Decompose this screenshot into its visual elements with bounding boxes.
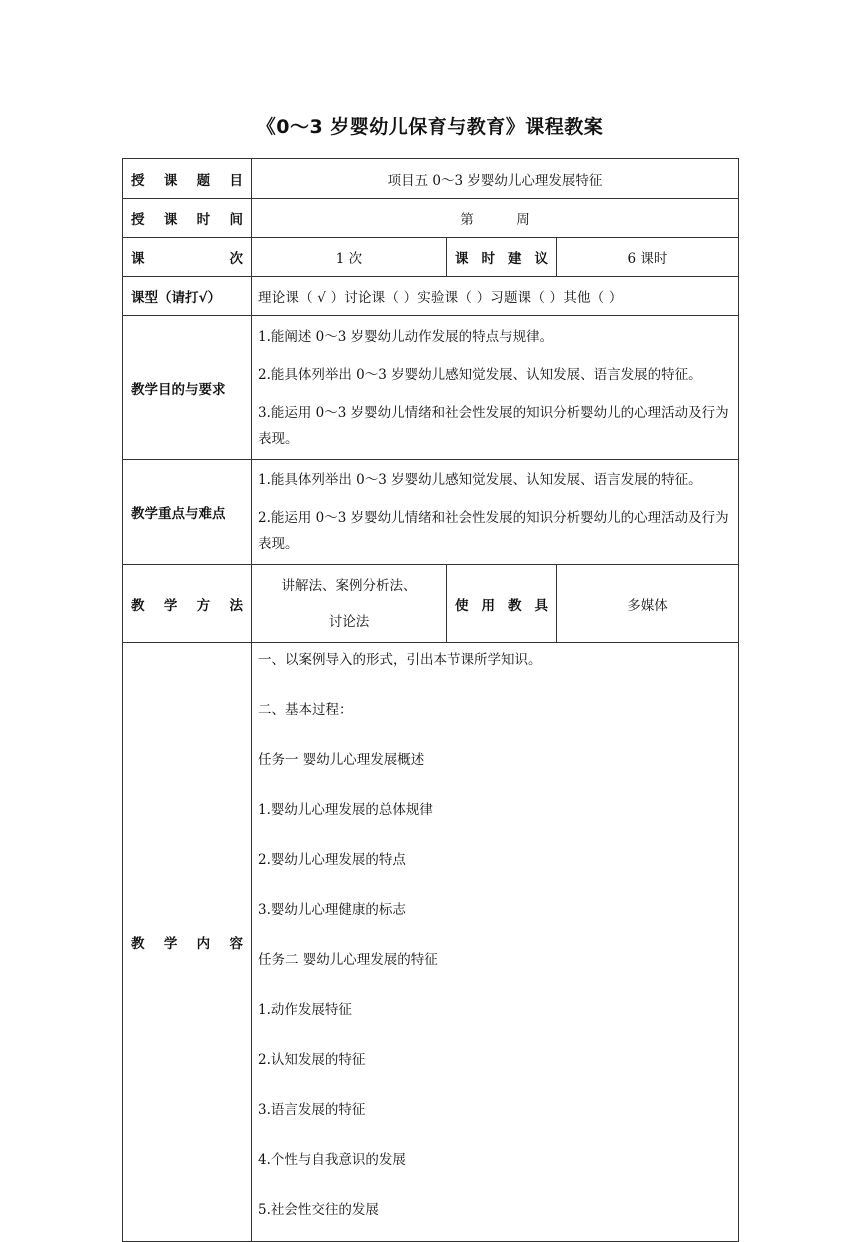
- method-value: 讲解法、案例分析法、 讨论法: [252, 565, 447, 643]
- time-value: [252, 199, 739, 238]
- objectives-list: [252, 316, 739, 460]
- row-content: [123, 643, 739, 1242]
- content-item: 3.婴幼儿心理健康的标志: [258, 902, 406, 918]
- label-objectives: 教学目的与要求: [123, 316, 252, 460]
- type-options: 理论课（ √ ）讨论课（ ）实验课（ ）习题课（ ）其他（ ）: [252, 277, 739, 316]
- label-key-points: 教学重点与难点: [123, 460, 252, 565]
- content-list: [252, 643, 739, 1242]
- lesson-plan-table: [122, 158, 739, 1242]
- content-item: 4.个性与自我意识的发展: [258, 1152, 406, 1168]
- objective-item: 1.能阐述 0～3 岁婴幼儿动作发展的特点与规律。: [258, 328, 554, 345]
- label-content: 教 学 内 容: [123, 643, 252, 1242]
- row-time: [123, 199, 739, 238]
- content-item: 一、以案例导入的形式，引出本节课所学知识。: [258, 652, 542, 668]
- label-type: 课型（请打√）: [123, 277, 252, 316]
- week-suffix: 周: [516, 212, 530, 228]
- label-sessions: 课 次: [123, 238, 252, 277]
- label-hours: 课 时 建 议: [447, 238, 557, 277]
- row-method: [123, 565, 739, 643]
- content-item: 2.认知发展的特征: [258, 1052, 366, 1068]
- row-sessions: [123, 238, 739, 277]
- hours-value: 6 课时: [557, 238, 739, 277]
- week-prefix: 第: [460, 212, 474, 228]
- objective-item: 3.能运用 0～3 岁婴幼儿情绪和社会性发展的知识分析婴幼儿的心理活动及行为表现。: [258, 404, 729, 447]
- content-item: 任务一 婴幼儿心理发展概述: [258, 752, 425, 768]
- topic-value: 项目五 0～3 岁婴幼儿心理发展特征: [252, 159, 739, 199]
- content-item: 1.婴幼儿心理发展的总体规律: [258, 802, 433, 818]
- tools-value: 多媒体: [557, 565, 739, 643]
- sessions-value: 1 次: [252, 238, 447, 277]
- label-topic: 授 课 题 目: [123, 159, 252, 199]
- content-item: 二、基本过程：: [258, 702, 353, 718]
- label-tools: 使 用 教 具: [447, 565, 557, 643]
- label-time: 授 课 时 间: [123, 199, 252, 238]
- row-type: [123, 277, 739, 316]
- content-item: 任务二 婴幼儿心理发展的特征: [258, 952, 438, 968]
- content-item: 2.婴幼儿心理发展的特点: [258, 852, 406, 868]
- key-points-list: [252, 460, 739, 565]
- objective-item: 2.能具体列举出 0～3 岁婴幼儿感知觉发展、认知发展、语言发展的特征。: [258, 366, 702, 383]
- row-objectives: [123, 316, 739, 460]
- content-item: 3.语言发展的特征: [258, 1102, 366, 1118]
- content-item: 1.动作发展特征: [258, 1002, 352, 1018]
- row-topic: [123, 159, 739, 199]
- key-point-item: 1.能具体列举出 0～3 岁婴幼儿感知觉发展、认知发展、语言发展的特征。: [258, 472, 702, 488]
- content-item: 5.社会性交往的发展: [258, 1202, 379, 1218]
- row-key-points: [123, 460, 739, 565]
- document-title: 《0～3 岁婴幼儿保育与教育》课程教案: [256, 116, 604, 138]
- label-method: 教 学 方 法: [123, 565, 252, 643]
- key-point-item: 2.能运用 0～3 岁婴幼儿情绪和社会性发展的知识分析婴幼儿的心理活动及行为表现。: [258, 510, 729, 552]
